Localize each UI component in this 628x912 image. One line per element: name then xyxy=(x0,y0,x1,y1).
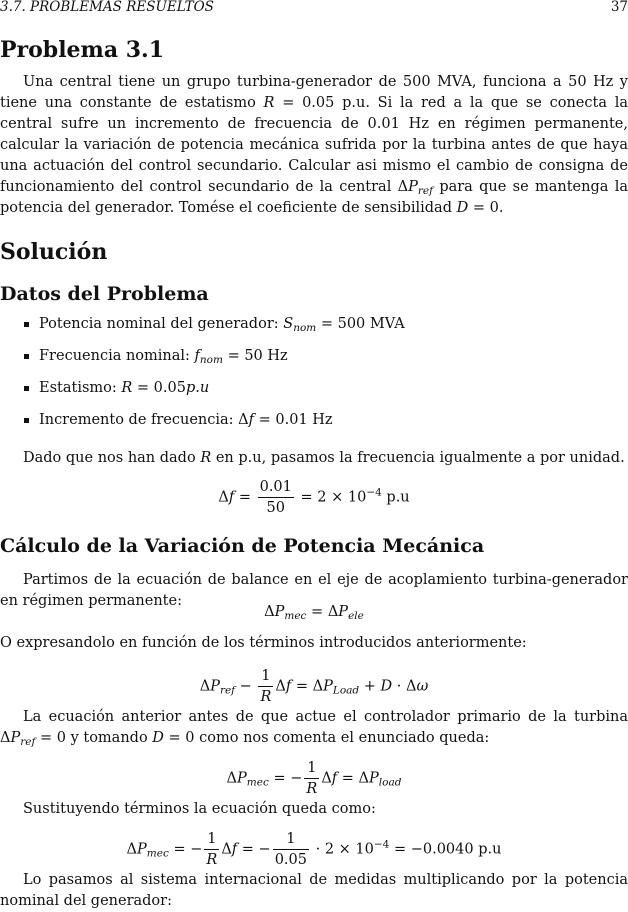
equation-expanded: $\Delta P_{ref}$ − $\frac{1}{R}$ $\Delta f = \Delta P_{Load} + D \cdot \Delta\omega$ xyxy=(199,668,429,705)
page-number: 37 xyxy=(610,0,628,15)
solution-title: Solución xyxy=(0,239,108,265)
running-header xyxy=(0,0,628,18)
header-section: 3.7. PROBLEMAS RESUELTOS xyxy=(0,0,214,15)
calc-title: Cálculo de la Variación de Potencia Mecánica xyxy=(0,535,485,557)
calc-paragraph-3: La ecuación anterior antes de que actue el controlador primario de la turbina $\Delta P_{ref} = 0$ y tomando D = 0 como nos comenta el enunciado queda: xyxy=(0,709,628,748)
list-item: Estatismo: R = 0.05p.u xyxy=(24,378,624,410)
equation-substituted: $\Delta P_{mec}$ = − $\frac{1}{R}$ Δf = − $\frac{1}{0.05}$ · $2 \times 10^{-4} = -0.0040$ p.u xyxy=(126,831,502,868)
datos-note: Dado que nos han dado R en p.u, pasamos la frecuencia igualmente a por unidad. xyxy=(23,450,625,466)
calc-paragraph-4: Sustituyendo términos la ecuación queda como: xyxy=(23,801,376,817)
equation-df: Δf = $\frac{0.01}{50}$ = $2 \times 10^{-4}$ p.u xyxy=(218,479,410,516)
calc-paragraph-1: Partimos de la ecuación de balance en el eje de acoplamiento turbina-generador en régimen permanente: xyxy=(0,572,628,609)
list-item: Frecuencia nominal: $f_{nom} = 50$ Hz xyxy=(24,346,624,378)
list-item: Potencia nominal del generador: $S_{nom} = 500$ MVA xyxy=(24,314,624,346)
calc-paragraph-2: O expresandolo en función de los términos introducidos anteriormente: xyxy=(0,635,527,651)
equation-balance: $\Delta P_{mec} = \Delta P_{ele}$ xyxy=(264,604,364,622)
problem-title: Problema 3.1 xyxy=(0,37,165,63)
datos-title: Datos del Problema xyxy=(0,283,209,305)
calc-paragraph-5: Lo pasamos al sistema internacional de medidas multiplicando por la potencia nominal del generador: xyxy=(0,872,628,909)
list-item: Incremento de frecuencia: Δf = 0.01 Hz xyxy=(24,410,624,442)
problem-statement: Una central tiene un grupo turbina-generador de 500 MVA, funciona a 50 Hz y tiene una constante de estatismo R = 0.05 p.u. Si la red a la que se conecta la central sufre un incremento de frecuencia de 0.01 Hz en régimen permanente, calcular la variación de potencia mecánica sufrida por la turbina antes de que haya una actuación del control secundario. Calcular asi mismo el cambio de consigna de funcionamiento del control secundario de la central $\Delta P_{ref}$ para que se mantenga la potencia del generador. Tomése el coeficiente de sensibilidad D = 0. xyxy=(0,74,628,216)
equation-reduced: $\Delta P_{mec}$ = − $\frac{1}{R}$ $\Delta f = \Delta P_{load}$ xyxy=(226,760,402,797)
datos-list xyxy=(24,314,624,442)
